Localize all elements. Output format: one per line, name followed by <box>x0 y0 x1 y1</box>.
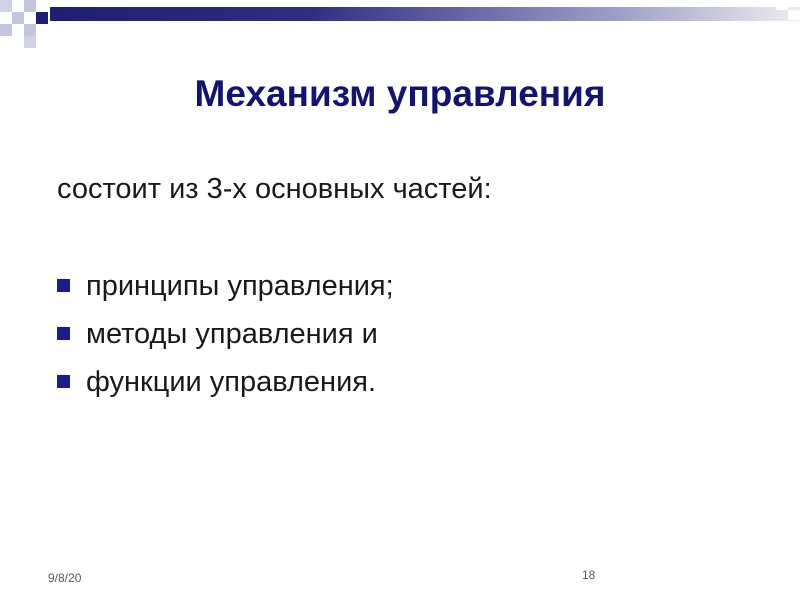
intro-text: состоит из 3-х основных частей: <box>57 173 492 205</box>
header-decoration-graphic <box>0 0 800 50</box>
bullet-list <box>57 266 394 410</box>
checker-square <box>0 12 12 24</box>
square-bullet-icon <box>57 327 70 340</box>
square-bullet-icon <box>57 279 70 292</box>
bullet-label: принципы управления; <box>86 270 394 302</box>
checker-square <box>24 12 36 24</box>
slide-title: Механизм управления <box>194 73 606 114</box>
bullet-label: методы управления и <box>86 318 378 350</box>
checker-square <box>776 0 788 10</box>
bullet-item <box>57 266 394 314</box>
checker-square <box>36 0 48 12</box>
footer-date: 9/8/20 <box>48 571 82 585</box>
checker-square <box>24 24 36 36</box>
checker-square <box>24 36 36 48</box>
checker-square <box>24 0 36 12</box>
header-decoration <box>0 0 800 50</box>
checker-square <box>12 24 24 36</box>
checker-square <box>0 0 12 12</box>
bullet-item <box>57 362 394 410</box>
checker-square <box>36 12 48 24</box>
checker-square <box>12 0 24 12</box>
bullet-label: функции управления. <box>86 366 377 398</box>
checker-square <box>0 24 12 36</box>
square-bullet-icon <box>57 375 70 388</box>
checker-square <box>12 12 24 24</box>
page-number: 18 <box>582 568 596 582</box>
header-band <box>50 7 800 21</box>
bullet-item <box>57 314 394 362</box>
checker-square <box>788 10 800 20</box>
